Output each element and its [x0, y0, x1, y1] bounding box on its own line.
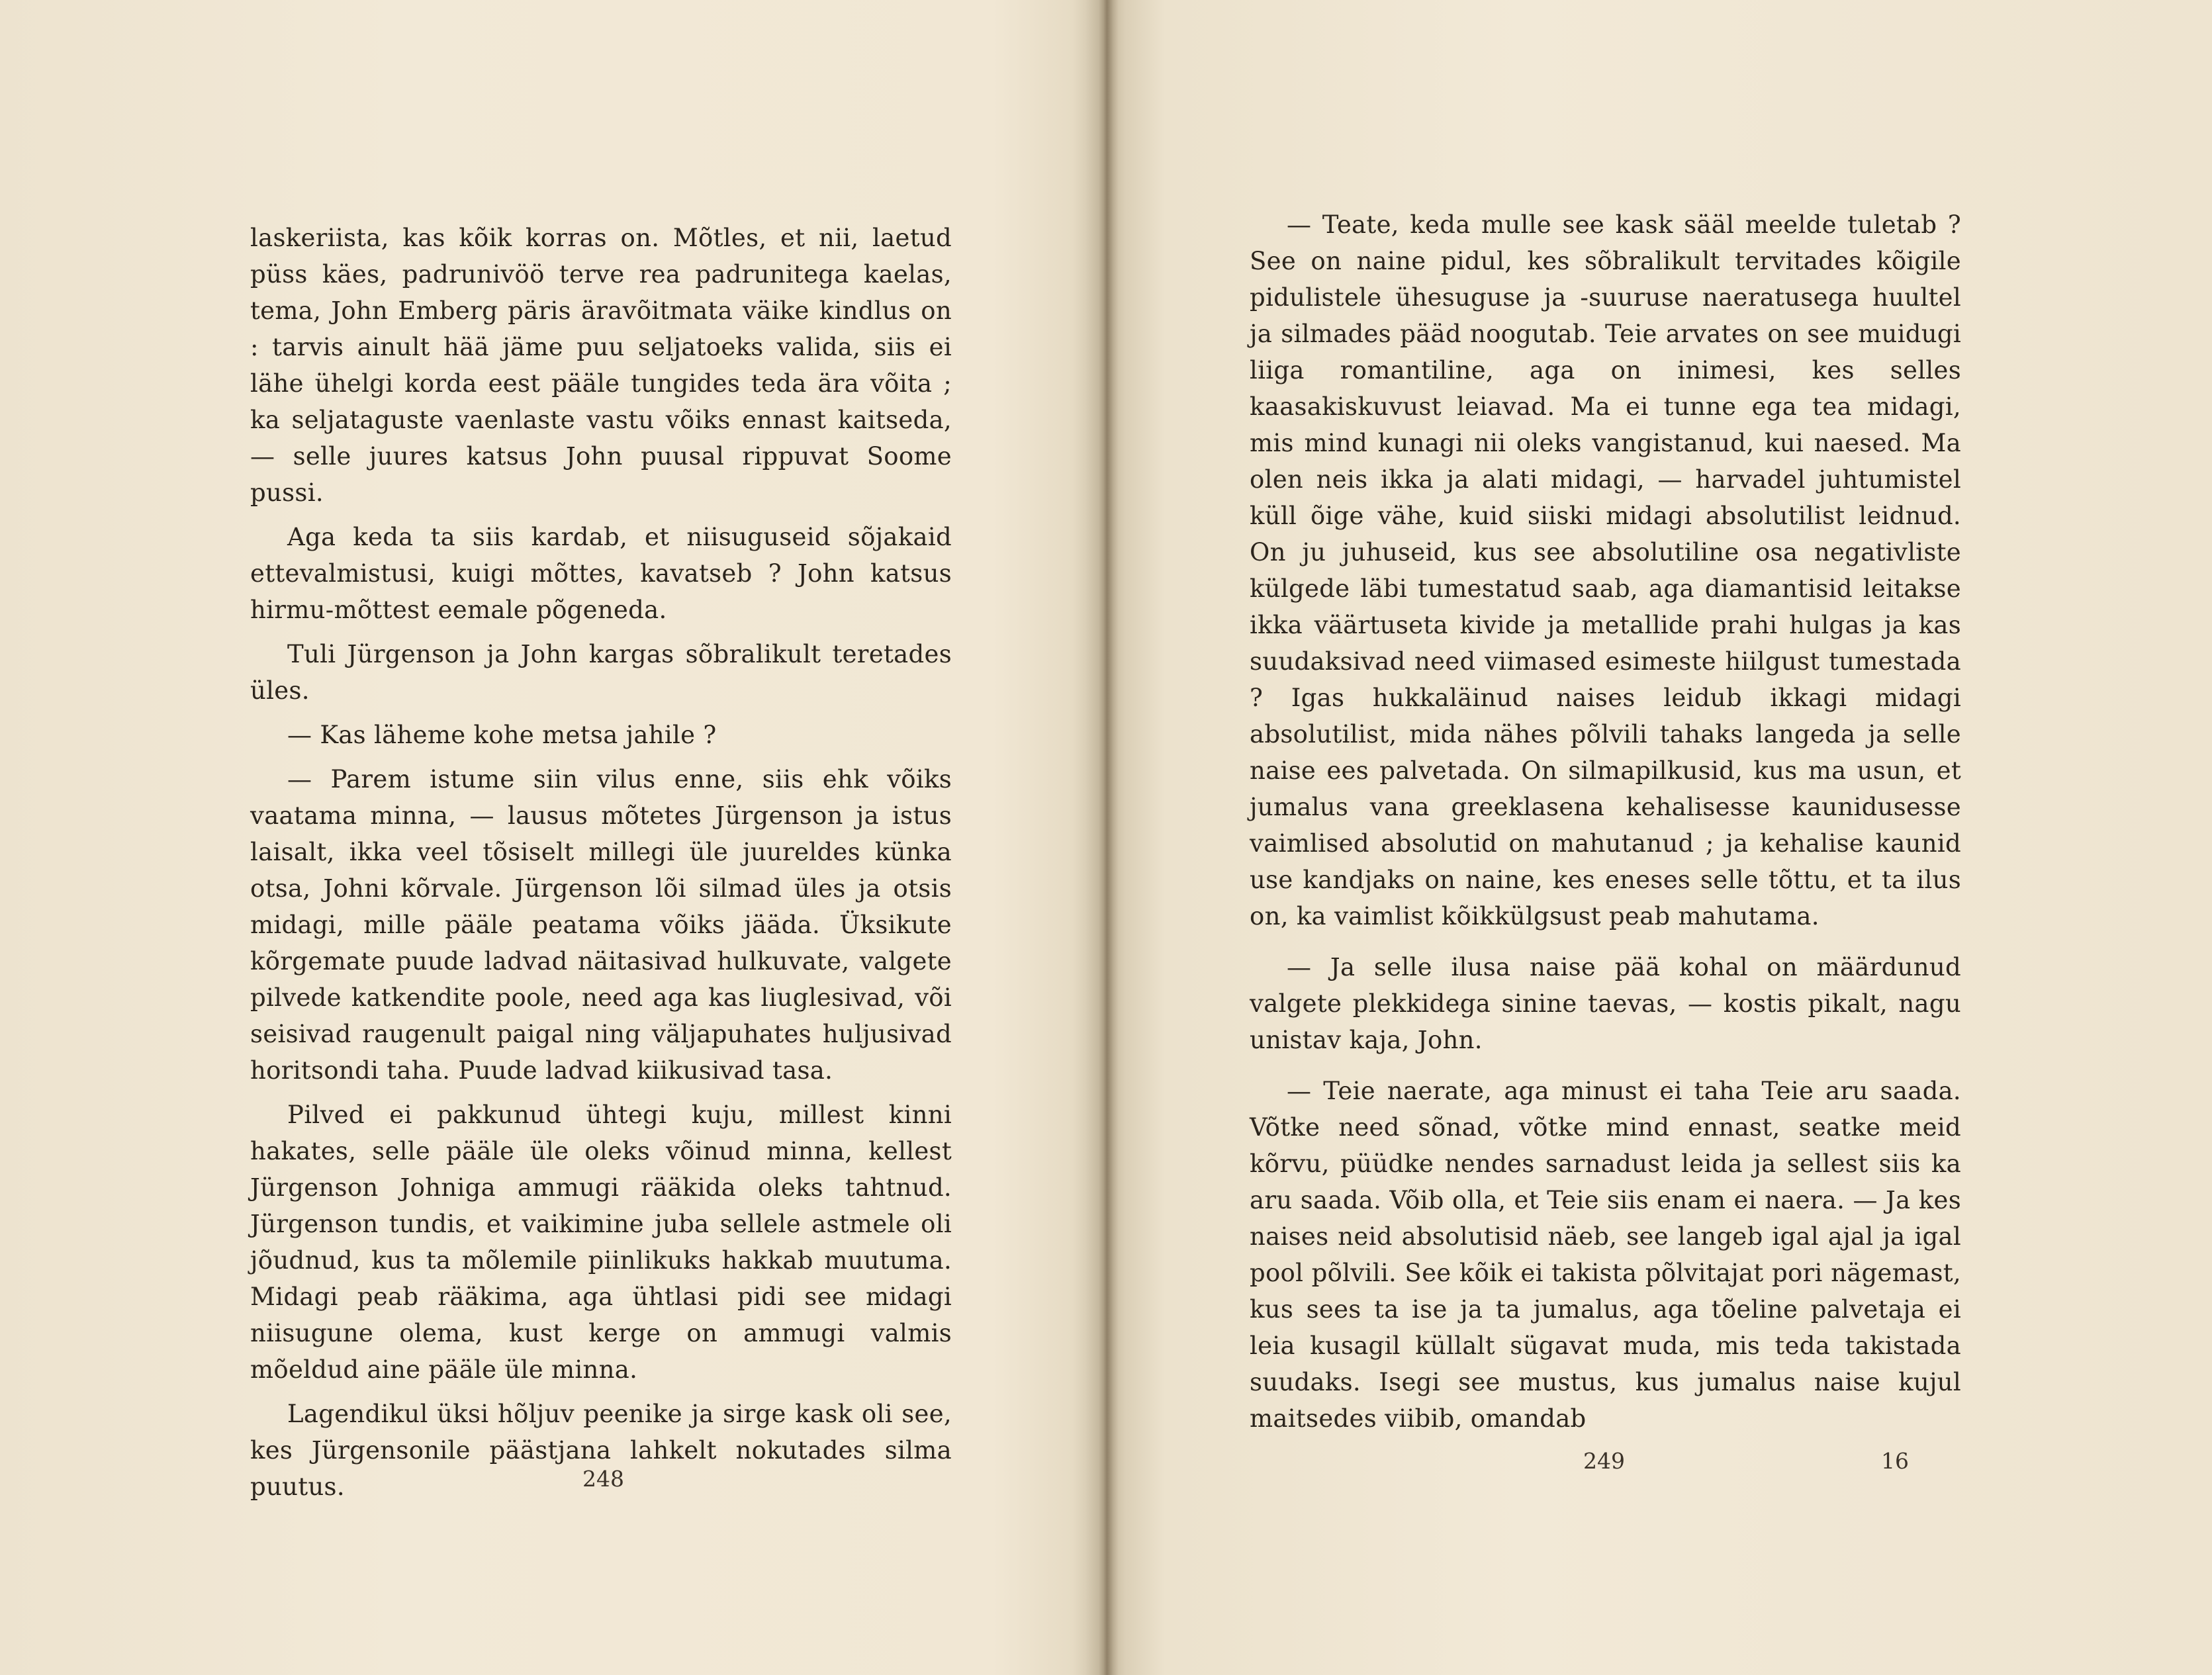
- paragraph: — Teate, keda mulle see kask sääl meelde tuletab ? See on naine pidul, kes sõbralikult tervitades kõigile pidulistele ühesuguse ja -suuruse naeratusega huultel ja silmades pääd noogutab. Teie arvates on see muidugi liiga romantiline, aga on inimesi, kes selles kaasakiskuvust leiavad. Ma ei tunne ega tea midagi, mis mind kunagi nii oleks vangistanud, kui naesed. Ma olen neis ikka ja alati midagi, — harvadel juhtumistel küll õige vähe, kuid siiski midagi absolutilist leidnud. On ju juhuseid, kus see absolutiline osa negativliste külgede läbi tumestatud saab, aga diamantisid leitakse ikka väärtuseta kivide ja metallide prahi hulgas ja kas suudaksivad need viimased esimeste hiilgust tumestada ? Igas hukkaläinud naises leidub ikkagi midagi absolutilist, mida nähes põlvili tahaks langeda ja selle naise ees palvetada. On silmapilkusid, kus ma usun, et jumalus vana greeklasena kehalisesse kaunidusesse vaimlised absolutid on mahutanud ; ja kehalise kaunid use kandjaks on naine, kes eneses selle tõttu, et ta ilus on, ka vaimlist kõikkülgsust peab mahutama.: [1250, 210, 1961, 930]
- paragraph: — Teie naerate, aga minust ei taha Teie aru saada. Võtke need sõnad, võtke mind ennast, seatke meid kõrvu, püüdke nendes sarnadust leida ja sellest siis ka aru saada. Võib olla, et Teie siis enam ei naera. — Ja kes naises neid absolutisid näeb, see langeb igal ajal ja igal pool põlvili. See kõik ei takista põlvitajat pori nägemast, kus sees ta ise ja ta jumalus, aga tõeline palvetaja ei leia kusagil küllalt sügavat muda, mis teda takistada suudaks. Isegi see mustus, kus jumalus naise kujul maitsedes viibib, omandab: [1250, 1077, 1961, 1433]
- paragraph: Lagendikul üksi hõljuv peenike ja sirge kask oli see, kes Jürgensonile päästjana lahkelt nokutades silma puutus.: [250, 1400, 952, 1501]
- paragraph: Pilved ei pakkunud ühtegi kuju, millest kinni hakates, selle pääle üle oleks võinud minna, kellest Jürgenson Johniga ammugi rääkida oleks tahtnud. Jürgenson tundis, et vaikimine juba sellele astmele oli jõudnud, kus ta mõlemile piinlikuks hakkab muutuma. Midagi peab rääkima, aga ühtlasi pidi see midagi niisugune olema, kust kerge on ammugi valmis mõeldud aine pääle üle minna.: [250, 1101, 952, 1384]
- page-number-right: 249: [1583, 1448, 1625, 1474]
- signature-mark: 16: [1881, 1448, 1909, 1474]
- page-number-left: 248: [582, 1466, 624, 1492]
- paragraph: — Ja selle ilusa naise pää kohal on määrdunud valgete plekkidega sinine taevas, — kostis pikalt, nagu unistav kaja, John.: [1250, 953, 1961, 1054]
- paragraph: laskeriista, kas kõik korras on. Mõtles, et nii, laetud püss käes, padrunivöö terve rea padrunitega kaelas, tema, John Emberg päris äravõitmata väike kindlus on : tarvis ainult hää jäme puu seljatoeks valida, siis ei lähe ühelgi korda eest pääle tungides teda ära võita ; ka seljataguste vaenlaste vastu võiks ennast kaitseda, — selle juures katsus John puusal rippuvat Soome pussi.: [250, 224, 952, 507]
- paragraph: Tuli Jürgenson ja John kargas sõbralikult teretades üles.: [250, 640, 952, 705]
- book-gutter: [1085, 0, 1125, 1675]
- paragraph: — Parem istume siin vilus enne, siis ehk võiks vaatama minna, — lausus mõtetes Jürgenson ja istus laisalt, ikka veel tõsiselt millegi üle juureldes künka otsa, Johni kõrvale. Jürgenson lõi silmad üles ja otsis midagi, mille pääle peatama võiks jääda. Üksikute kõrgemate puude ladvad näitasivad hulkuvate, valgete pilvede katkendite poole, need aga kas liuglesivad, või seisivad raugenult paigal ning väljapuhates huljusivad horitsondi taha. Puude ladvad kiikusivad tasa.: [250, 765, 952, 1085]
- right-page-text: [1250, 206, 1961, 1437]
- paragraph: Aga keda ta siis kardab, et niisuguseid sõjakaid ettevalmistusi, kuigi mõttes, kavatseb ? John katsus hirmu-mõttest eemale põgeneda.: [250, 523, 952, 624]
- left-page-text: [250, 220, 952, 1505]
- paragraph: — Kas läheme kohe metsa jahile ?: [287, 721, 717, 749]
